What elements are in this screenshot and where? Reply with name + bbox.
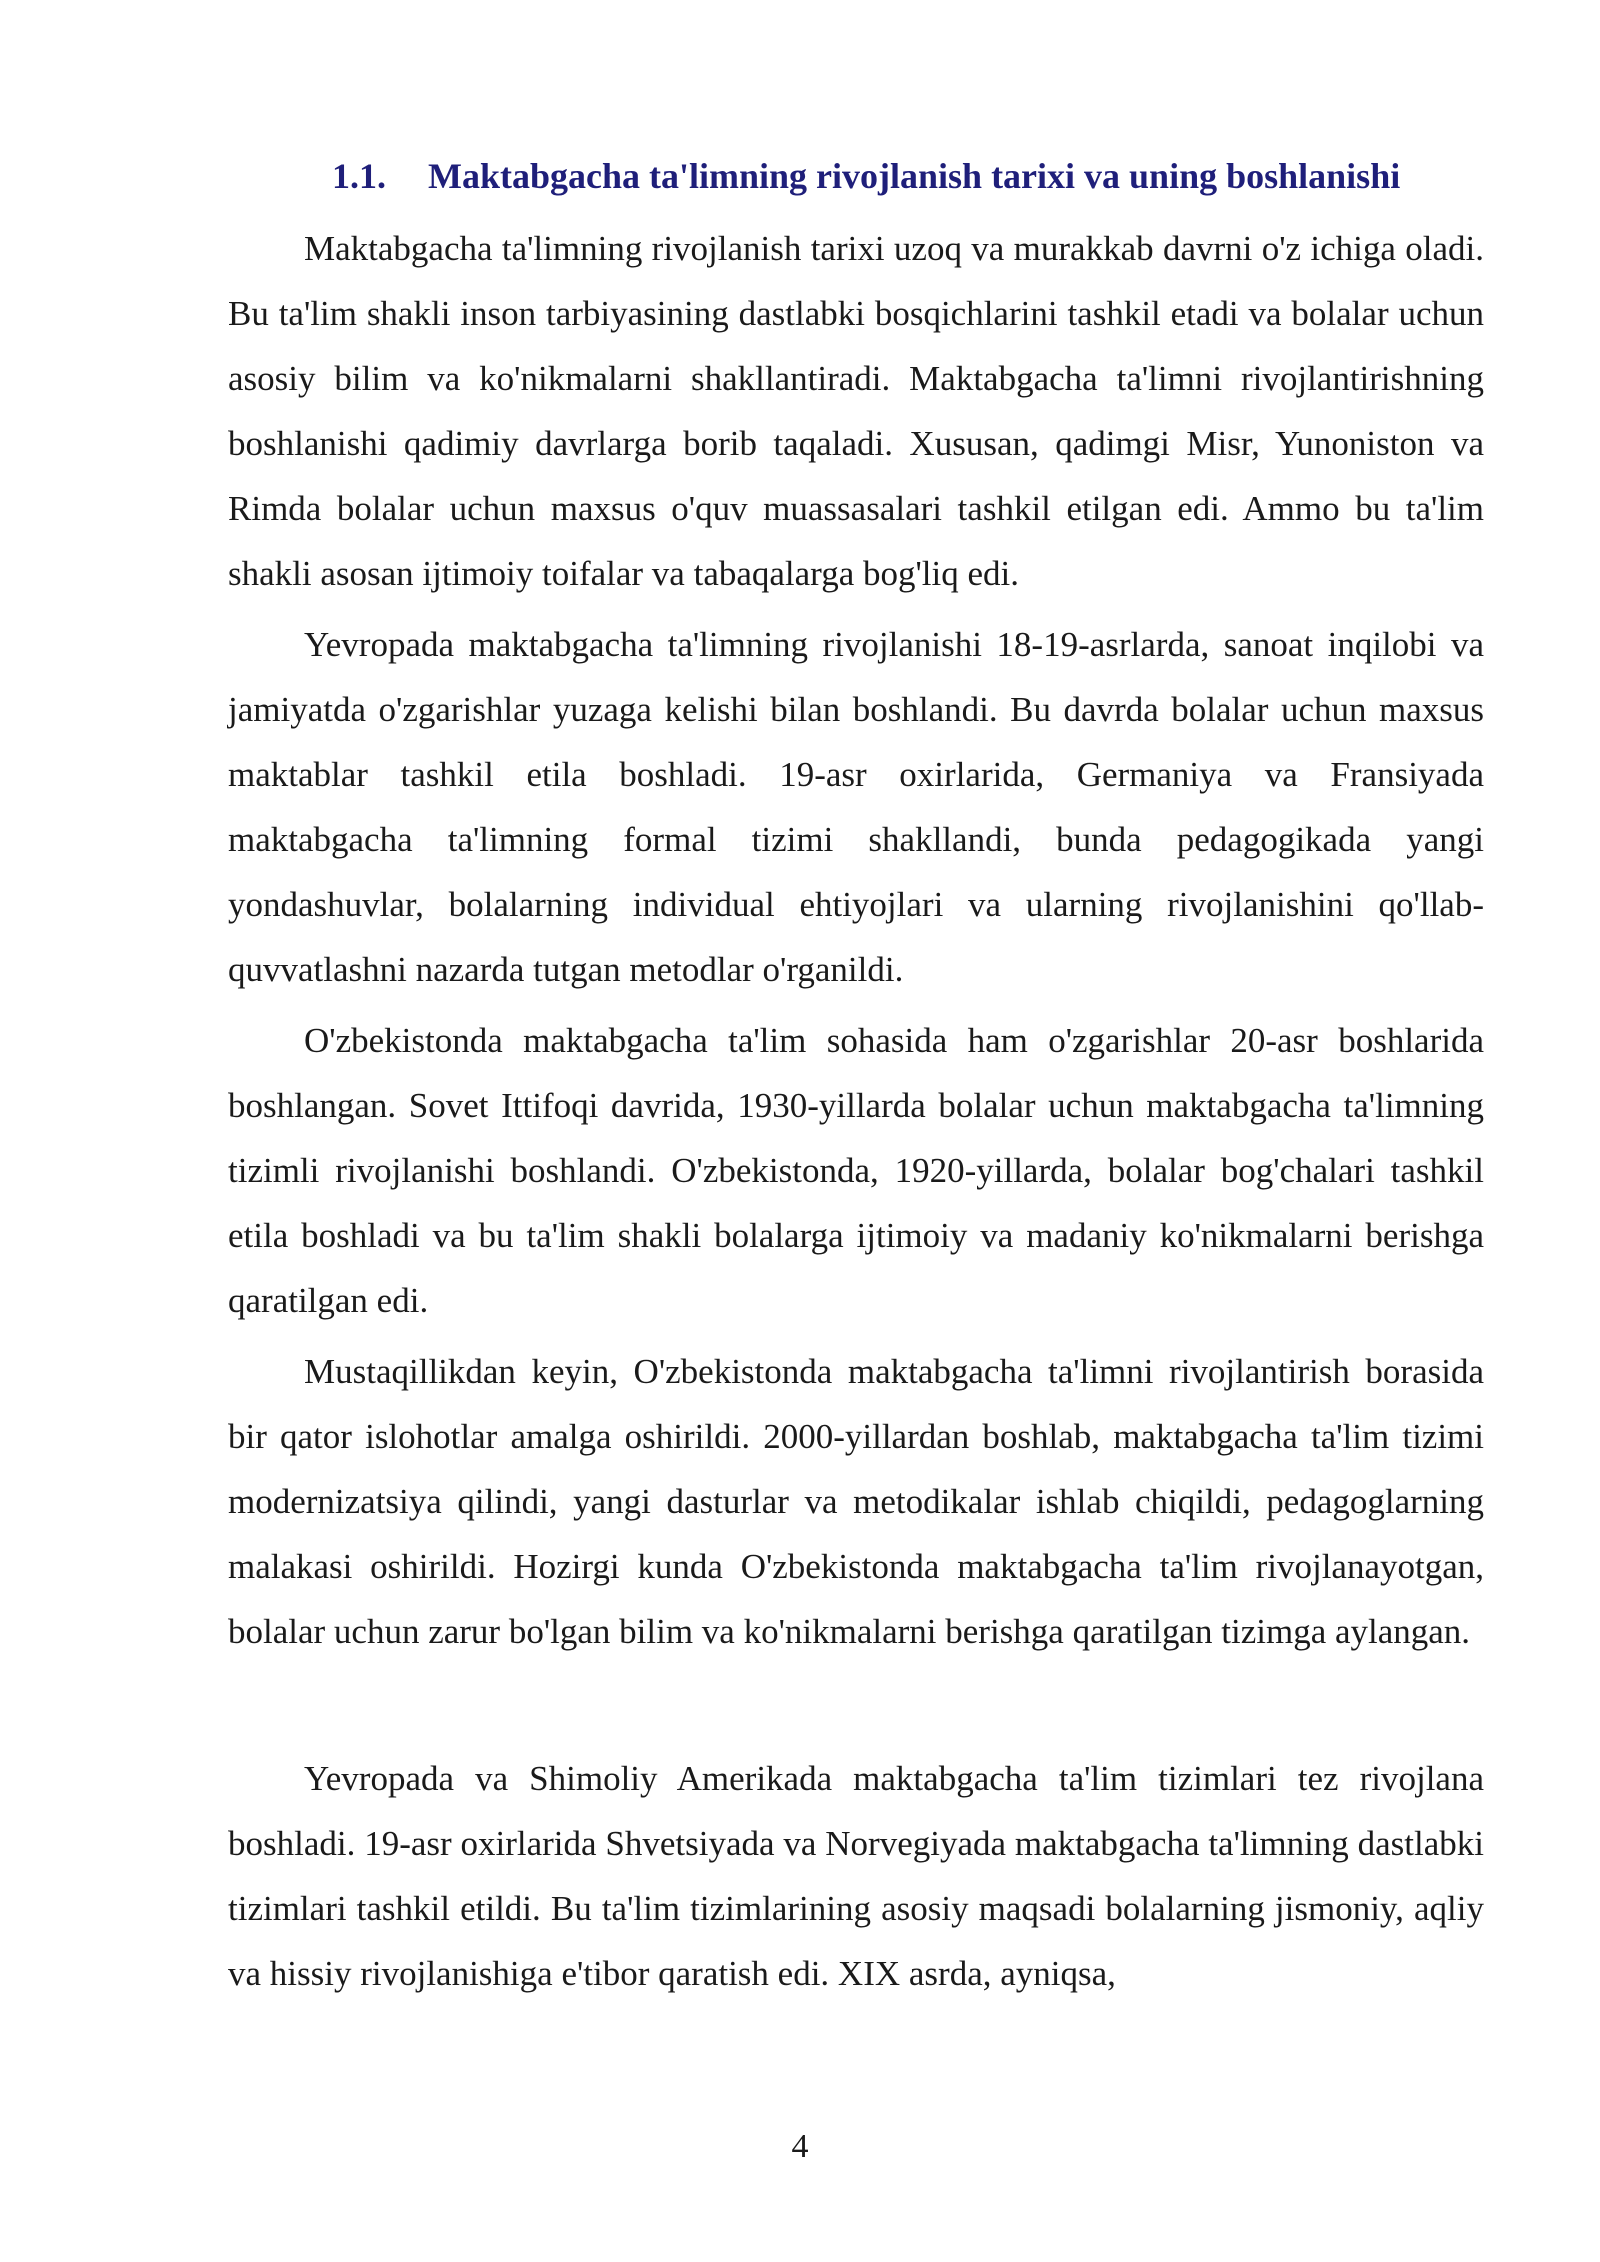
paragraph: Yevropada maktabgacha ta'limning rivojlanishi 18-19-asrlarda, sanoat inqilobi va jamiyatda o'zgarishlar yuzaga kelishi bilan boshlandi. Bu davrda bolalar uchun maxsus maktablar tashkil etila boshladi. 19-asr oxirlarida, Germaniya va Fransiyada maktabgacha ta'limning formal tizimi shakllandi, bunda pedagogikada yangi yondashuvlar, bolalarning individual ehtiyojlari va ularning rivojlanishini qo'llab-quvvatlashni nazarda tutgan metodlar o'rganildi. [228,625,1484,989]
page-content [228,146,1484,2012]
paragraph: O'zbekistonda maktabgacha ta'lim sohasida ham o'zgarishlar 20-asr boshlarida boshlangan. Sovet Ittifoqi davrida, 1930-yillarda bolalar uchun maktabgacha ta'limning tizimli rivojlanishi boshlandi. O'zbekistonda, 1920-yillarda, bolalar bog'chalari tashkil etila boshladi va bu ta'lim shakli bolalarga ijtimoiy va madaniy ko'nikmalarni berishga qaratilgan edi. [228,1021,1484,1320]
page-number: 4 [791,2128,809,2165]
section-title: Maktabgacha ta'limning rivojlanish tarixi va uning boshlanishi [428,156,1401,196]
paragraph: Maktabgacha ta'limning rivojlanish tarixi uzoq va murakkab davrni o'z ichiga oladi. Bu ta'lim shakli inson tarbiyasining dastlabki bosqichlarini tashkil etadi va bolalar uchun asosiy bilim va ko'nikmalarni shakllantiradi. Maktabgacha ta'limni rivojlantirishning boshlanishi qadimiy davrlarga borib taqaladi. Xususan, qadimgi Misr, Yunoniston va Rimda bolalar uchun maxsus o'quv muassasalari tashkil etilgan edi. Ammo bu ta'lim shakli asosan ijtimoiy toifalar va tabaqalarga bog'liq edi. [228,229,1484,593]
blank-line [228,1670,1484,1746]
section-number: 1.1. [332,156,386,196]
paragraph: Mustaqillikdan keyin, O'zbekistonda maktabgacha ta'limni rivojlantirish borasida bir qator islohotlar amalga oshirildi. 2000-yillardan boshlab, maktabgacha ta'lim tizimi modernizatsiya qilindi, yangi dasturlar va metodikalar ishlab chiqildi, pedagoglarning malakasi oshirildi. Hozirgi kunda O'zbekistonda maktabgacha ta'lim rivojlanayotgan, bolalar uchun zarur bo'lgan bilim va ko'nikmalarni berishga qaratilgan tizimga aylangan. [228,1352,1484,1651]
paragraph: Yevropada va Shimoliy Amerikada maktabgacha ta'lim tizimlari tez rivojlana boshladi. 19-asr oxirlarida Shvetsiyada va Norvegiyada maktabgacha ta'limning dastlabki tizimlari tashkil etildi. Bu ta'lim tizimlarining asosiy maqsadi bolalarning jismoniy, aqliy va hissiy rivojlanishiga e'tibor qaratish edi. XIX asrda, ayniqsa, [228,1759,1484,1993]
section-heading [228,146,1484,206]
